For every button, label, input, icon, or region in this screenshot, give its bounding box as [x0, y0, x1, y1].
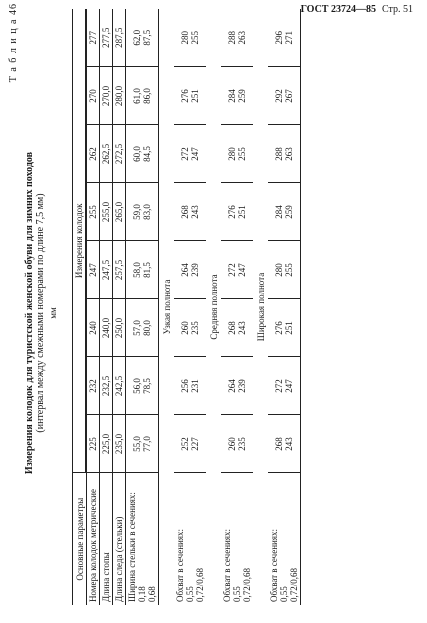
table-cell: 232 — [87, 357, 100, 415]
table-cell — [174, 67, 206, 125]
table-cell: 240 — [87, 299, 100, 357]
table-cell: 247 — [87, 241, 100, 299]
table-cell — [268, 415, 301, 473]
cell-value: 260 — [227, 437, 237, 451]
row-label-main: Обхват в сечениях: — [222, 529, 232, 602]
row-label-main: Ширина стельки в сечениях: — [127, 492, 137, 602]
section-row — [159, 9, 175, 605]
cell-value: 227 — [190, 437, 200, 451]
table-number: Т а б л и ц а 46 — [8, 3, 19, 83]
cell-value: 260 — [180, 321, 190, 335]
cell-value: 284 — [227, 89, 237, 103]
cell-value: 87,5 — [142, 29, 152, 46]
table-cell — [126, 9, 159, 67]
cell-value: 247 — [190, 147, 200, 161]
group-header: Измерения колодок — [73, 9, 86, 473]
cell-value: 284 — [274, 205, 284, 219]
cell-value: 276 — [274, 321, 284, 335]
measurements-table — [72, 9, 301, 605]
cell-value: 251 — [190, 89, 200, 103]
cell-value: 56,0 — [132, 378, 142, 394]
table-cell — [221, 67, 253, 125]
section-row — [206, 9, 221, 605]
page-number: Стр. 51 — [381, 4, 413, 15]
cell-value: 60,0 — [132, 146, 142, 162]
cell-value: 84,5 — [142, 146, 152, 162]
table-cell: 277 — [87, 9, 100, 67]
row-label: Длина стопы — [100, 473, 113, 605]
table-row — [87, 9, 100, 605]
section-title: Средняя полнота — [209, 274, 219, 340]
table-cell — [126, 299, 159, 357]
row-label — [126, 473, 159, 605]
row-label: Длина следа (стельки) — [113, 473, 126, 605]
section-title: Широкая полнота — [256, 272, 266, 342]
table-row — [113, 9, 126, 605]
table-cell — [126, 241, 159, 299]
cell-value: 264 — [180, 263, 190, 277]
table-cell — [174, 415, 206, 473]
cell-value: 272 — [274, 379, 284, 393]
cell-value: 255 — [190, 31, 200, 45]
table-cell — [221, 9, 253, 67]
row-sublabel: 0,72/0,68 — [195, 567, 205, 602]
cell-value: 272 — [227, 263, 237, 277]
caption-unit: мм — [48, 307, 58, 319]
cell-value: 243 — [284, 437, 294, 451]
cell-value: 259 — [284, 205, 294, 219]
table-cell: 270,0 — [100, 67, 113, 125]
row-label-main: Обхват в сечениях: — [175, 529, 185, 602]
cell-value: 263 — [284, 147, 294, 161]
cell-value: 251 — [284, 321, 294, 335]
cell-value: 256 — [180, 379, 190, 393]
cell-value: 61,0 — [132, 88, 142, 104]
cell-value: 55,0 — [132, 436, 142, 452]
table-cell: 235,0 — [113, 415, 126, 473]
table-cell — [126, 183, 159, 241]
cell-value: 280 — [227, 147, 237, 161]
table-cell — [268, 357, 301, 415]
row-sublabel: 0,68 — [147, 586, 157, 602]
table-cell — [174, 9, 206, 67]
caption-note: (интервал между смежными номерами по длине 7,5 мм) — [35, 193, 46, 433]
table-cell: 225 — [87, 415, 100, 473]
table-row — [174, 9, 206, 605]
table-cell — [221, 415, 253, 473]
row-label — [268, 473, 301, 605]
table-row — [221, 9, 253, 605]
cell-value: 252 — [180, 437, 190, 451]
cell-value: 276 — [227, 205, 237, 219]
cell-value: 86,0 — [142, 88, 152, 104]
table-cell: 262 — [87, 125, 100, 183]
table-cell: 287,5 — [113, 9, 126, 67]
cell-value: 280 — [180, 31, 190, 45]
table-cell — [174, 299, 206, 357]
cell-value: 247 — [237, 263, 247, 277]
cell-value: 255 — [237, 147, 247, 161]
cell-value: 267 — [284, 89, 294, 103]
table-cell: 280,0 — [113, 67, 126, 125]
row-label — [174, 473, 206, 605]
cell-value: 83,0 — [142, 204, 152, 220]
table-cell — [126, 67, 159, 125]
cell-value: 80,0 — [142, 320, 152, 336]
table-cell — [221, 125, 253, 183]
table-caption — [24, 43, 59, 583]
cell-value: 235 — [237, 437, 247, 451]
table-cell — [126, 357, 159, 415]
table-cell — [221, 183, 253, 241]
cell-value: 272 — [180, 147, 190, 161]
row-sublabel: 0,72/0,68 — [289, 567, 299, 602]
table-cell — [268, 299, 301, 357]
cell-value: 58,0 — [132, 262, 142, 278]
cell-value: 276 — [180, 89, 190, 103]
cell-value: 57,0 — [132, 320, 142, 336]
cell-value: 81,5 — [142, 262, 152, 278]
row-sublabel: 0,55 — [279, 586, 289, 602]
cell-value: 251 — [237, 205, 247, 219]
cell-value: 77,0 — [142, 436, 152, 452]
cell-value: 264 — [227, 379, 237, 393]
table-cell: 262,5 — [100, 125, 113, 183]
row-sublabel: 0,18 — [137, 586, 147, 602]
table-cell: 257,5 — [113, 241, 126, 299]
table-cell: 255 — [87, 183, 100, 241]
cell-value: 239 — [190, 263, 200, 277]
row-label-main: Обхват в сечениях: — [269, 529, 279, 602]
table-row — [126, 9, 159, 605]
table-cell — [174, 357, 206, 415]
table-cell — [268, 67, 301, 125]
cell-value: 268 — [227, 321, 237, 335]
table-cell: 242,5 — [113, 357, 126, 415]
table-cell: 250,0 — [113, 299, 126, 357]
cell-value: 288 — [227, 31, 237, 45]
table-cell — [174, 125, 206, 183]
table-cell: 240,0 — [100, 299, 113, 357]
table-cell — [268, 241, 301, 299]
table-cell: 255,0 — [100, 183, 113, 241]
cell-value: 255 — [284, 263, 294, 277]
table-row — [268, 9, 301, 605]
cell-value: 231 — [190, 379, 200, 393]
param-header: Основные параметры — [73, 473, 87, 605]
row-sublabel: 0,55 — [232, 586, 242, 602]
cell-value: 263 — [237, 31, 247, 45]
table-cell: 265,0 — [113, 183, 126, 241]
section-row — [253, 9, 268, 605]
cell-value: 62,0 — [132, 29, 142, 46]
table-body — [87, 9, 301, 605]
table-cell — [174, 183, 206, 241]
cell-value: 268 — [274, 437, 284, 451]
table-cell — [126, 415, 159, 473]
cell-value: 271 — [284, 31, 294, 45]
cell-value: 239 — [237, 379, 247, 393]
cell-value: 235 — [190, 321, 200, 335]
row-label: Номера колодок метрические — [87, 473, 100, 605]
section-title: Узкая полнота — [162, 279, 172, 335]
table-cell: 232,5 — [100, 357, 113, 415]
cell-value: 259 — [237, 89, 247, 103]
cell-value: 268 — [180, 205, 190, 219]
cell-value: 296 — [274, 31, 284, 45]
table-row — [100, 9, 113, 605]
row-sublabel: 0,72/0,68 — [242, 567, 252, 602]
row-label — [221, 473, 253, 605]
standard-code: ГОСТ 23724—85 — [300, 4, 376, 15]
table-cell: 277,5 — [100, 9, 113, 67]
cell-value: 292 — [274, 89, 284, 103]
table-cell — [221, 299, 253, 357]
cell-value: 59,0 — [132, 204, 142, 220]
caption-title: Измерения колодок для туристской женской обуви для зимних походов — [24, 151, 35, 475]
cell-value: 243 — [190, 205, 200, 219]
table-cell — [126, 125, 159, 183]
table-cell — [221, 357, 253, 415]
table-cell: 272,5 — [113, 125, 126, 183]
table-cell — [268, 125, 301, 183]
table-cell: 270 — [87, 67, 100, 125]
cell-value: 247 — [284, 379, 294, 393]
cell-value: 78,5 — [142, 378, 152, 394]
table-cell — [268, 183, 301, 241]
table-cell: 247,5 — [100, 241, 113, 299]
table-cell: 225,0 — [100, 415, 113, 473]
table-cell — [268, 9, 301, 67]
table-cell — [174, 241, 206, 299]
cell-value: 243 — [237, 321, 247, 335]
table-cell — [221, 241, 253, 299]
cell-value: 288 — [274, 147, 284, 161]
row-sublabel: 0,55 — [185, 586, 195, 602]
cell-value: 280 — [274, 263, 284, 277]
